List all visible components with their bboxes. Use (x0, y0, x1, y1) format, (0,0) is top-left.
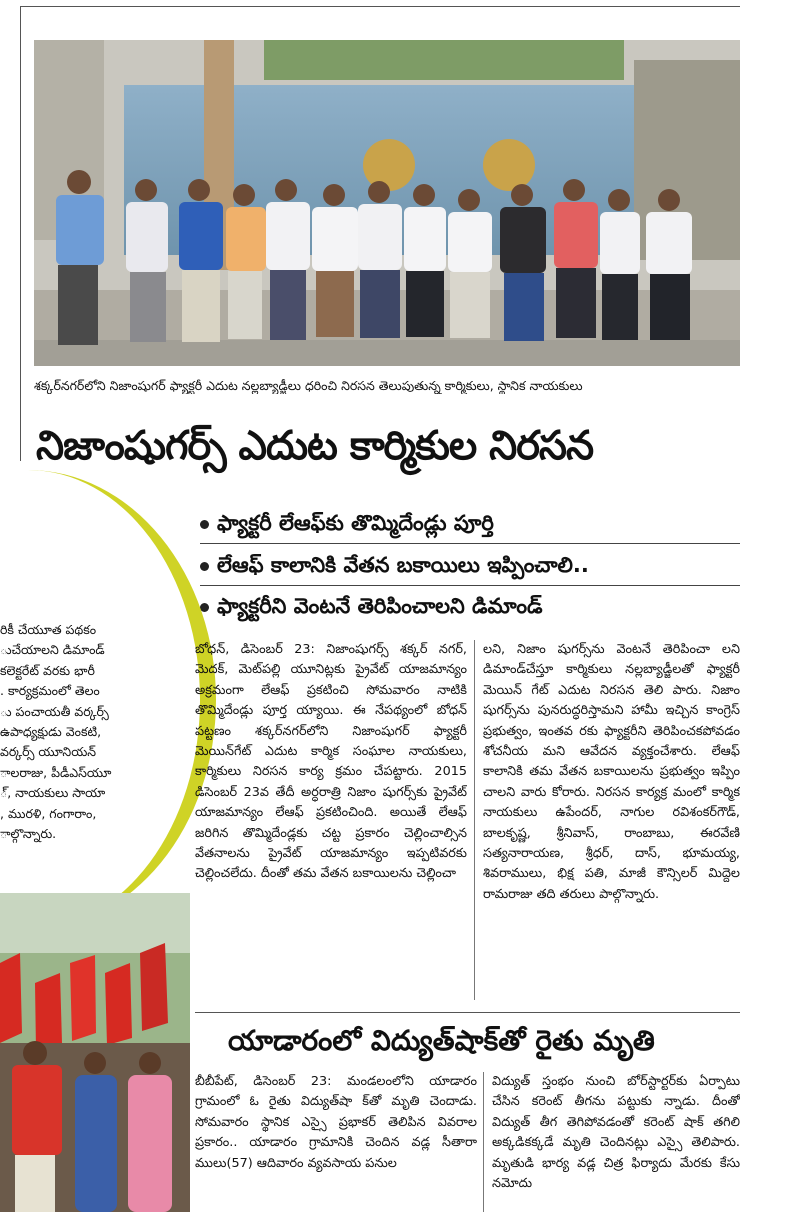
article2-column-1: బీబీపేట్, డిసెంబర్ 23: మండలంలోని యాడారం గ్రామంలో ఓ రైతు విద్యుత్‌షా క్‌తో మృతి చెందాడు. సోమవారం స్థానిక ఎస్సై ప్రభాకర్ తెలిపిన వివరాల ప్రకారం.. యాడారం గ్రామానికి చెందిన వడ్ల సీతారా ములు(57) ఆదివారం వ్యవసాయ పనుల (195, 1074, 477, 1171)
protest-photo (34, 40, 740, 366)
article1-column-2: లని, నిజాం షుగర్స్‌ను వెంటనే తెరిపించా లని డిమాండ్‌చేస్తూ కార్మికులు నల్లబ్యాడ్జీలతో ఫ్యాక్టరీ మెయిన్ గేట్ ఎదుట నిరసన తెలి పారు. నిజాం షుగర్స్‌ను పునరుద్ధరిస్తామని హామీ ఇచ్చిన కాంగ్రెస్ ప్రభుత్వం, ఇంతవ రకు ఫ్యాక్టరీని తెరిపించకపోవడం శోచనీయ మని ఆవేదన వ్యక్తంచేశారు. లేఆఫ్ కాలానికి తమ వేతన బకాయిలను ప్రభుత్వం ఇప్పిం చాలని వారు కోరారు. నిరసన కార్యక్ర మంలో కార్మిక నాయకులు ఉపేందర్, నాగుల రవిశంకర్‌గౌడ్, బాలకృష్ణ, శ్రీనివాస్, రాంబాబు, ఈరవేణి సత్యనారాయణ, శ్రీధర్, దాస్, భూమయ్య, శివరాములు, భిక్ష పతి, మాజీ కౌన్సిలర్ మిద్దెల రామరాజు తది తరులు పాల్గొన్నారు. (483, 642, 740, 902)
column-separator (483, 1072, 484, 1212)
subhead-1: ఫ్యాక్టరీ లేఆఫ్‌కు తొమ్మిదేండ్లు పూర్తి (200, 508, 494, 538)
article1-column-1: బోధన్, డిసెంబర్ 23: నిజాంషుగర్స్ శక్కర్ నగర్, మెదక్, మెట్‌పల్లి యూనిట్లకు ప్రైవేట్ యాజమాన్యం అక్రమంగా లేఆఫ్ ప్రకటించి సోమవారం నాటికి తొమ్మిదేండ్లు పూర్త య్యాయి. ఈ నేపథ్యంలో బోధన్ పట్టణం శక్కర్‌నగర్‌లోని నిజాంషుగర్ ఫ్యాక్టరీ మెయిన్‌గేట్ ఎదుట కార్మిక సంఘాల నాయకులు, కార్మికులు నిరసన కార్య క్రమం చేపట్టారు. 2015 డిసెంబర్ 23వ తేదీ అర్ధరాత్రి నిజాం షుగర్స్‌కు ప్రైవేట్ యాజమాన్యం లేఆఫ్ ప్రకటించింది. అయితే లేఆఫ్ జరిగిన తొమ్మిదేండ్లకు చట్ట ప్రకారం చెల్లించాల్సిన వేతనాలను ప్రైవేట్ యాజమాన్యం ఇప్పటివరకు చెల్లించలేదు. దీంతో తమ వేతన బకాయిలను చెల్లించా (195, 642, 467, 882)
subhead-rule (200, 543, 740, 544)
article2-column-2: విద్యుత్ స్తంభం నుంచి బోర్‌స్టార్టర్‌కు ఏర్పాటు చేసిన కరెంట్ తీగను పట్టుకు న్నాడు. దీంతో విద్యుత్ తీగ తెగిపోవడంతో కరెంట్ షాక్ తగిలి అక్కడికక్కడే మృతి చెందినట్లు ఎస్సై తెలిపారు. మృతుడి భార్య వడ్ల చిత్ర ఫిర్యాదు మేరకు కేసు నమోదు (492, 1074, 740, 1192)
column-rule (20, 6, 21, 461)
subhead-2: లేఆఫ్ కాలానికి వేతన బకాయిలు ఇప్పించాలి.. (200, 550, 589, 580)
left-article-fragment: రికీ చేయూత పథకం ుచేయాలని డిమాండ్ కలెక్టరేట్ వరకు భారీ . కార్యక్రమంలో తెలం ు పంచాయతీ వర్కర్స్ ఉపాధ్యక్షుడు వెంకటి, వర్కర్స్ యూనియన్ ాలరాజు, పీడీఎస్‌యూ ్, నాయకులు సాయా , మురళి, గంగారాం, ాల్గొన్నారు. (0, 622, 112, 842)
subhead-rule (200, 585, 740, 586)
photo-caption: శక్కర్‌నగర్‌లోని నిజాంషుగర్ ఫ్యాక్టరీ ఎదుట నల్లబ్యాడ్జీలు ధరించి నిరసన తెలుపుతున్న కార్మికులు, స్థానిక నాయకులు (34, 378, 583, 393)
bullet-icon (200, 520, 209, 529)
rally-photo (0, 893, 190, 1212)
bullet-icon (200, 562, 209, 571)
main-headline: నిజాంషుగర్స్ ఎదుట కార్మికుల నిరసన (36, 423, 594, 469)
subhead-3: ఫ్యాక్టరీని వెంటనే తెరిపించాలని డిమాండ్ (200, 591, 543, 621)
top-rule (20, 6, 740, 7)
section-rule (195, 1012, 740, 1013)
secondary-headline: యాడారంలో విద్యుత్‌షాక్‌తో రైతు మృతి (228, 1024, 655, 1057)
column-separator (474, 640, 475, 1000)
